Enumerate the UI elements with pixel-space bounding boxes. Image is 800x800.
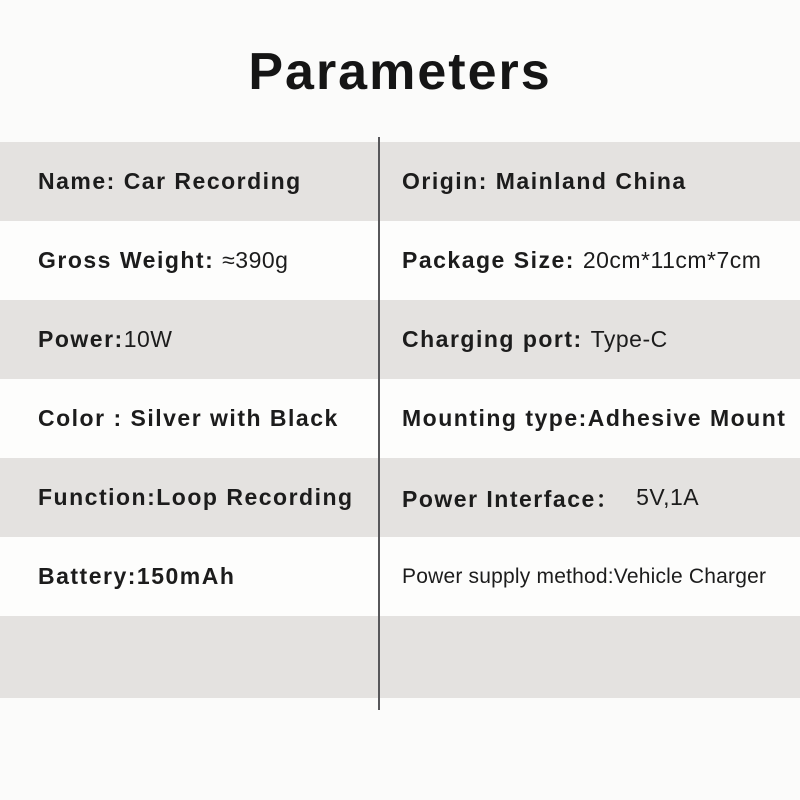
cell-color bbox=[0, 379, 378, 458]
cell-battery bbox=[0, 537, 378, 616]
cell-package-size-label: Package Size: bbox=[402, 247, 583, 273]
cell-power-interface bbox=[378, 458, 800, 537]
cell-gross-weight-value: ≈390g bbox=[222, 247, 289, 273]
table-row bbox=[0, 300, 800, 379]
cell-name bbox=[0, 142, 378, 221]
cell-name-label: Name: Car Recording bbox=[38, 168, 302, 194]
cell-origin-label: Origin: Mainland China bbox=[402, 168, 687, 194]
cell-charging-port-label: Charging port: bbox=[402, 326, 591, 352]
cell-gross-weight-label: Gross Weight: bbox=[38, 247, 223, 273]
cell-battery-label: Battery:150mAh bbox=[38, 563, 236, 589]
cell-origin bbox=[378, 142, 800, 221]
cell-power-supply-method bbox=[378, 537, 800, 616]
cell-charging-port bbox=[378, 300, 800, 379]
table-row bbox=[0, 142, 800, 221]
column-divider bbox=[378, 137, 380, 710]
cell-power bbox=[0, 300, 378, 379]
page-title: Parameters bbox=[248, 43, 552, 101]
cell-package-size-value: 20cm*11cm*7cm bbox=[582, 247, 762, 273]
table-row bbox=[0, 379, 800, 458]
parameters-table bbox=[0, 142, 800, 698]
cell-mounting-type-label: Mounting type:Adhesive Mount bbox=[402, 405, 787, 431]
table-row bbox=[0, 537, 800, 616]
cell-function bbox=[0, 458, 378, 537]
cell-power-label: Power: bbox=[38, 326, 124, 352]
cell-function-label: Function:Loop Recording bbox=[38, 484, 354, 510]
cell-package-size bbox=[378, 221, 800, 300]
table-row bbox=[0, 458, 800, 537]
cell-power-supply-method-value: Power supply method:Vehicle Charger bbox=[402, 564, 767, 588]
cell-power-interface-value: 5V,1A bbox=[636, 484, 700, 510]
table-row bbox=[0, 221, 800, 300]
cell-mounting-type bbox=[378, 379, 800, 458]
cell-charging-port-value: Type-C bbox=[590, 326, 668, 352]
empty-row bbox=[0, 616, 800, 698]
cell-power-value: 10W bbox=[123, 326, 173, 352]
cell-gross-weight bbox=[0, 221, 378, 300]
cell-color-label: Color : Silver with Black bbox=[38, 405, 339, 431]
cell-power-interface-label: Power Interface： bbox=[402, 486, 637, 512]
